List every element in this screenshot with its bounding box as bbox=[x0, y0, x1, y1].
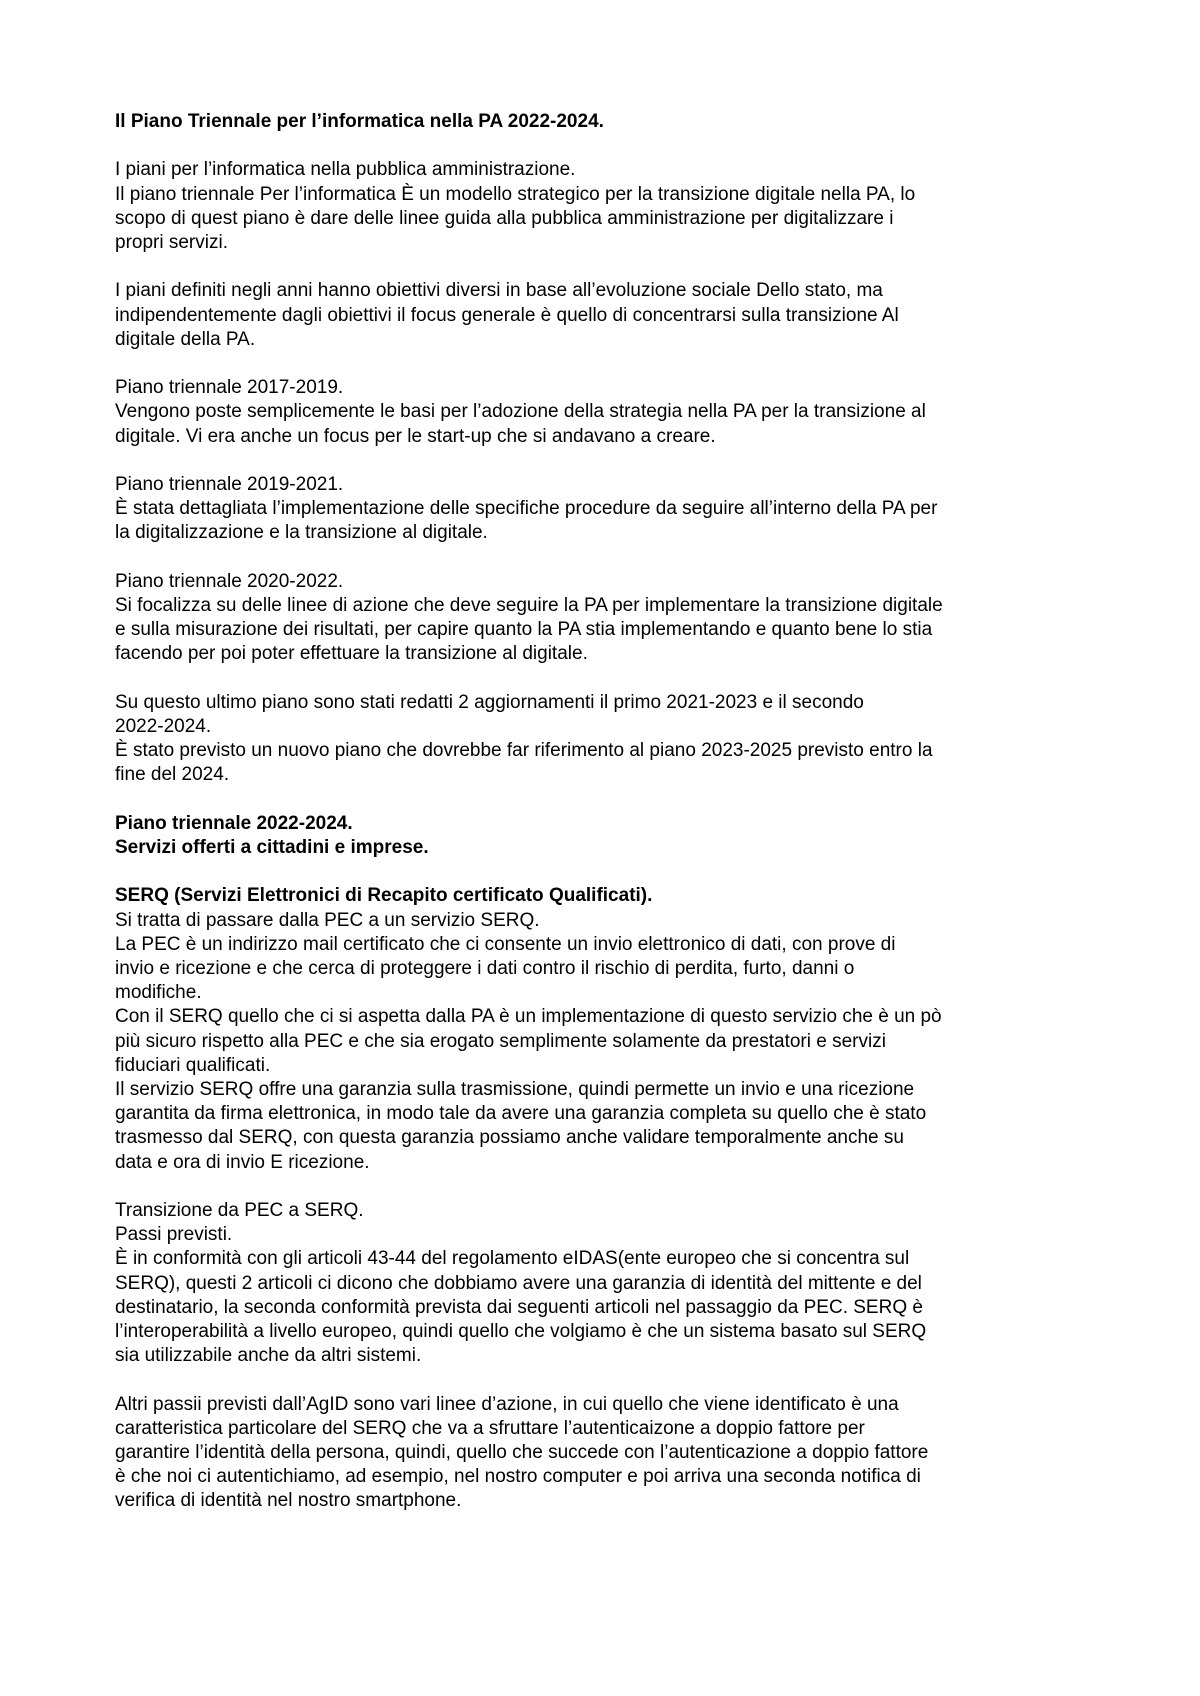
paragraph-line: la digitalizzazione e la transizione al digitale. bbox=[115, 522, 488, 544]
paragraph bbox=[115, 1199, 1100, 1368]
closing-paragraph-list bbox=[115, 1199, 1100, 1514]
paragraph-line: verifica di identità nel nostro smartphone. bbox=[115, 1490, 462, 1512]
document-page bbox=[115, 110, 1100, 1538]
paragraph-line: È stato previsto un nuovo piano che dovrebbe far riferimento al piano 2023-2025 previsto entro la bbox=[115, 740, 933, 762]
serq-line: trasmesso dal SERQ, con questa garanzia possiamo anche validare temporalmente anche su bbox=[115, 1127, 904, 1149]
paragraph-line: Vengono poste semplicemente le basi per l’adozione della strategia nella PA per la transizione al bbox=[115, 401, 926, 423]
paragraph-line: Servizi offerti a cittadini e imprese. bbox=[115, 836, 429, 858]
paragraph-line: SERQ), questi 2 articoli ci dicono che dobbiamo avere una garanzia di identità del mittente e del bbox=[115, 1272, 922, 1294]
paragraph-line: 2022-2024. bbox=[115, 715, 212, 737]
paragraph-line: digitale. Vi era anche un focus per le start-up che si andavano a creare. bbox=[115, 425, 716, 447]
paragraph-line: Si focalizza su delle linee di azione che deve seguire la PA per implementare la transizione digitale bbox=[115, 594, 943, 616]
serq-line: Il servizio SERQ offre una garanzia sulla trasmissione, quindi permette un invio e una ricezione bbox=[115, 1079, 915, 1100]
paragraph-line: Passi previsti. bbox=[115, 1224, 233, 1246]
paragraph-line: destinatario, la seconda conformità prevista dai seguenti articoli nel passaggio da PEC. SERQ è bbox=[115, 1296, 923, 1318]
paragraph-line: fine del 2024. bbox=[115, 764, 230, 786]
paragraph-line: indipendentemente dagli obiettivi il focus generale è quello di concentrarsi sulla transizione Al bbox=[115, 304, 899, 326]
paragraph-line: Piano triennale 2019-2021. bbox=[115, 473, 344, 495]
serq-line: Si tratta di passare dalla PEC a un servizio SERQ. bbox=[115, 909, 540, 931]
paragraph-line: Altri passii previsti dall’AgID sono vari linee d’azione, in cui quello che viene identificato è una bbox=[115, 1393, 899, 1415]
paragraph bbox=[115, 376, 1100, 449]
serq-line: garantita da firma elettronica, in modo tale da avere una garanzia completa su quello che è stato bbox=[115, 1103, 927, 1125]
serq-line: fiduciari qualificati. bbox=[115, 1054, 271, 1076]
paragraph-line: garantire l’identità della persona, quindi, quello che succede con l’autenticazione a doppio fattore bbox=[115, 1442, 929, 1464]
paragraph bbox=[115, 812, 1100, 860]
paragraph-line: Piano triennale 2017-2019. bbox=[115, 377, 344, 399]
paragraph-line: Il piano triennale Per l’informatica È un modello strategico per la transizione digitale nella PA, lo bbox=[115, 183, 916, 205]
paragraph-line: l’interoperabilità a livello europeo, quindi quello che volgiamo è che un sistema basato sul SERQ bbox=[115, 1321, 927, 1343]
paragraph-line: propri servizi. bbox=[115, 232, 228, 253]
paragraph-line: Transizione da PEC a SERQ. bbox=[115, 1200, 364, 1221]
paragraph-line: sia utilizzabile anche da altri sistemi. bbox=[115, 1345, 422, 1367]
paragraph-line: Su questo ultimo piano sono stati redatti 2 aggiornamenti il primo 2021-2023 e il secondo bbox=[115, 691, 864, 713]
serq-heading: SERQ (Servizi Elettronici di Recapito certificato Qualificati). bbox=[115, 885, 653, 907]
paragraph bbox=[115, 473, 1100, 546]
document-title-block bbox=[115, 110, 1100, 134]
serq-line: La PEC è un indirizzo mail certificato che ci consente un invio elettronico di dati, con prove di bbox=[115, 933, 896, 955]
paragraph-line: facendo per poi poter effettuare la transizione al digitale. bbox=[115, 643, 588, 665]
serq-body bbox=[115, 909, 1100, 1175]
paragraph-list bbox=[115, 158, 1100, 860]
serq-line: Con il SERQ quello che ci si aspetta dalla PA è un implementazione di questo servizio che è un pò bbox=[115, 1006, 942, 1028]
serq-section bbox=[115, 884, 1100, 1174]
paragraph bbox=[115, 1393, 1100, 1514]
serq-line: modifiche. bbox=[115, 982, 202, 1004]
document-title: Il Piano Triennale per l’informatica nella PA 2022-2024. bbox=[115, 111, 604, 132]
paragraph-line: Piano triennale 2022-2024. bbox=[115, 812, 353, 834]
paragraph-line: digitale della PA. bbox=[115, 328, 256, 350]
paragraph-line: È stata dettagliata l’implementazione delle specifiche procedure da seguire all’interno della PA per bbox=[115, 498, 938, 520]
paragraph-line: I piani per l’informatica nella pubblica amministrazione. bbox=[115, 159, 576, 181]
paragraph-line: Piano triennale 2020-2022. bbox=[115, 570, 344, 592]
paragraph bbox=[115, 158, 1100, 255]
paragraph bbox=[115, 279, 1100, 352]
paragraph-line: scopo di quest piano è dare delle linee guida alla pubblica amministrazione per digitalizzare i bbox=[115, 207, 894, 229]
serq-line: invio e ricezione e che cerca di proteggere i dati contro il rischio di perdita, furto, danni o bbox=[115, 957, 855, 979]
paragraph-line: I piani definiti negli anni hanno obiettivi diversi in base all’evoluzione sociale Dello stato, ma bbox=[115, 280, 883, 302]
serq-line: più sicuro rispetto alla PEC e che sia erogato semplimente solamente da prestatori e servizi bbox=[115, 1030, 886, 1052]
paragraph-line: caratteristica particolare del SERQ che va a sfruttare l’autenticaizone a doppio fattore per bbox=[115, 1417, 865, 1439]
serq-line: data e ora di invio E ricezione. bbox=[115, 1151, 370, 1173]
paragraph-line: e sulla misurazione dei risultati, per capire quanto la PA stia implementando e quanto bene lo stia bbox=[115, 619, 933, 641]
paragraph-line: È in conformità con gli articoli 43-44 del regolamento eIDAS(ente europeo che si concentra sul bbox=[115, 1248, 910, 1270]
paragraph bbox=[115, 691, 1100, 788]
paragraph-line: è che noi ci autentichiamo, ad esempio, nel nostro computer e poi arriva una seconda notifica di bbox=[115, 1466, 921, 1488]
paragraph bbox=[115, 570, 1100, 667]
